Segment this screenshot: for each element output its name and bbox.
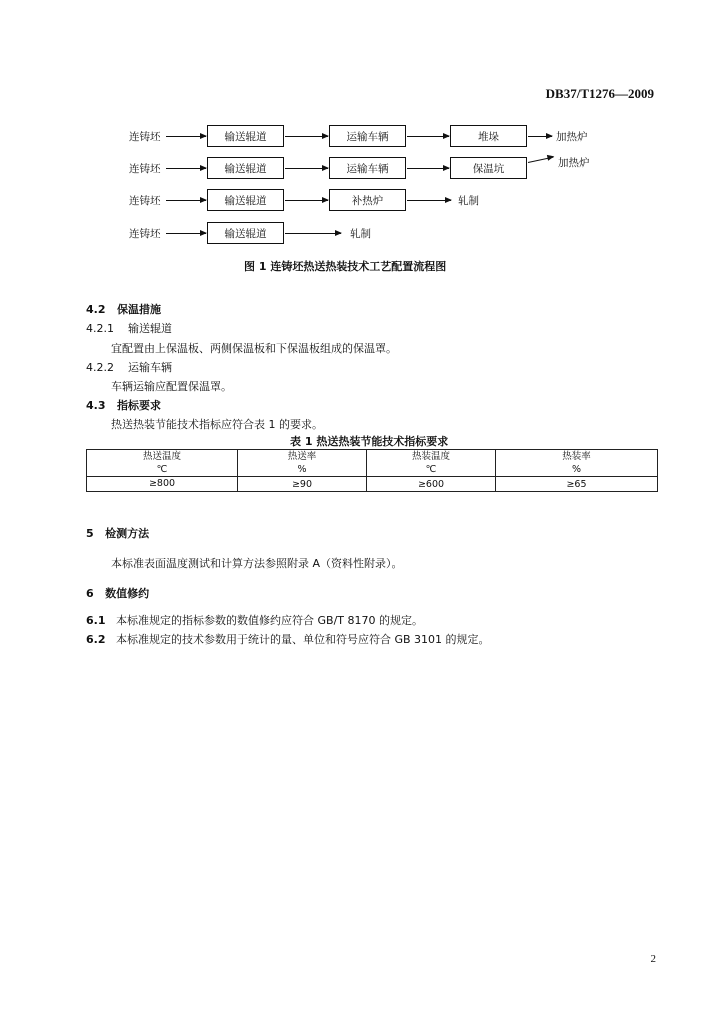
- header-name: 热送温度: [142, 451, 181, 462]
- table-row: [87, 477, 658, 492]
- flow-arrow: [407, 136, 449, 137]
- flow-box-stacking: 堆垛: [450, 125, 527, 147]
- table-header-cell: [87, 450, 238, 477]
- section-4-3-text: 热送热装节能技术指标应符合表 1 的要求。: [111, 418, 323, 431]
- clause-text: 本标准规定的技术参数用于统计的量、单位和符号应符合 GB 3101 的规定。: [116, 633, 490, 646]
- header-unit: ℃: [425, 464, 437, 475]
- clause-number: 6.1: [86, 614, 106, 627]
- clause-number: 4.2.2: [86, 361, 114, 374]
- flow-start-1: 连铸坯: [129, 131, 161, 143]
- table-cell: ≥600: [367, 477, 496, 492]
- section-title: 检测方法: [105, 527, 150, 540]
- section-number: 5: [86, 527, 94, 540]
- clause-4-2-2-heading: [86, 359, 172, 375]
- flow-box-insulation-pit: 保温坑: [450, 157, 527, 179]
- flow-start-4: 连铸坯: [129, 228, 161, 240]
- flow-arrow: [166, 200, 206, 201]
- table-header-cell: [367, 450, 496, 477]
- flow-end-2: 加热炉: [558, 157, 590, 169]
- section-6-heading: [86, 585, 149, 601]
- section-number: 6: [86, 587, 94, 600]
- clause-6-1: [86, 612, 423, 628]
- flow-arrow: [285, 200, 328, 201]
- section-title: 保温措施: [117, 303, 161, 316]
- flow-box-conveyor-roller: 输送辊道: [207, 189, 284, 211]
- flow-box-transport-vehicle: 运输车辆: [329, 157, 406, 179]
- flow-arrow: [407, 200, 451, 201]
- section-number: 4.2: [86, 303, 106, 316]
- flow-box-transport-vehicle: 运输车辆: [329, 125, 406, 147]
- table-header-row: [87, 450, 658, 477]
- clause-title: 运输车辆: [128, 361, 172, 374]
- header-unit: %: [571, 464, 582, 475]
- page-number: 2: [650, 953, 656, 965]
- clause-number: 6.2: [86, 633, 106, 646]
- section-number: 4.3: [86, 399, 106, 412]
- section-5-text: 本标准表面温度测试和计算方法参照附录 A（资料性附录）。: [111, 557, 403, 570]
- table-caption: 表 1 热送热装节能技术指标要求: [290, 435, 449, 448]
- section-4-3-heading: [86, 397, 161, 413]
- flow-arrow: [407, 168, 449, 169]
- flow-arrow: [285, 136, 328, 137]
- header-name: 热装率: [562, 451, 591, 462]
- table-header-cell: [496, 450, 658, 477]
- flow-arrow: [166, 168, 206, 169]
- clause-title: 输送辊道: [128, 322, 172, 335]
- flow-box-reheating-furnace: 补热炉: [329, 189, 406, 211]
- flow-arrow: [166, 136, 206, 137]
- table-header-cell: [238, 450, 367, 477]
- standard-code: DB37/T1276—2009: [545, 86, 654, 101]
- flow-arrow: [166, 233, 206, 234]
- clause-number: 4.2.1: [86, 322, 114, 335]
- flow-arrow: [285, 168, 328, 169]
- flow-box-conveyor-roller: 输送辊道: [207, 125, 284, 147]
- header-unit: ℃: [156, 464, 168, 475]
- flow-end-4: 轧制: [350, 228, 371, 240]
- clause-4-2-2-text: 车辆运输应配置保温罩。: [111, 380, 232, 393]
- flow-end-1: 加热炉: [556, 131, 588, 143]
- section-4-2-heading: [86, 301, 161, 317]
- figure-caption: 图 1 连铸坯热送热装技术工艺配置流程图: [244, 260, 447, 273]
- clause-4-2-1-heading: [86, 320, 172, 336]
- flow-arrow: [528, 157, 554, 163]
- section-title: 指标要求: [117, 399, 161, 412]
- flow-box-conveyor-roller: 输送辊道: [207, 222, 284, 244]
- flow-end-3: 轧制: [458, 195, 479, 207]
- header-name: 热送率: [287, 451, 317, 462]
- flow-start-3: 连铸坯: [129, 195, 161, 207]
- energy-indicator-table: [86, 449, 658, 492]
- header-name: 热装温度: [411, 451, 450, 462]
- clause-6-2: [86, 631, 490, 647]
- section-5-heading: [86, 525, 149, 541]
- flow-arrow: [528, 136, 552, 137]
- section-title: 数值修约: [105, 587, 150, 600]
- table-cell: ≥90: [238, 477, 367, 492]
- flow-start-2: 连铸坯: [129, 163, 161, 175]
- clause-text: 本标准规定的指标参数的数值修约应符合 GB/T 8170 的规定。: [116, 614, 423, 627]
- flow-arrow: [285, 233, 341, 234]
- header-unit: %: [297, 464, 307, 475]
- clause-4-2-1-text: 宜配置由上保温板、两侧保温板和下保温板组成的保温罩。: [111, 342, 397, 355]
- table-cell: ≥65: [496, 477, 658, 492]
- table-cell: ≥800: [87, 477, 238, 492]
- flow-box-conveyor-roller: 输送辊道: [207, 157, 284, 179]
